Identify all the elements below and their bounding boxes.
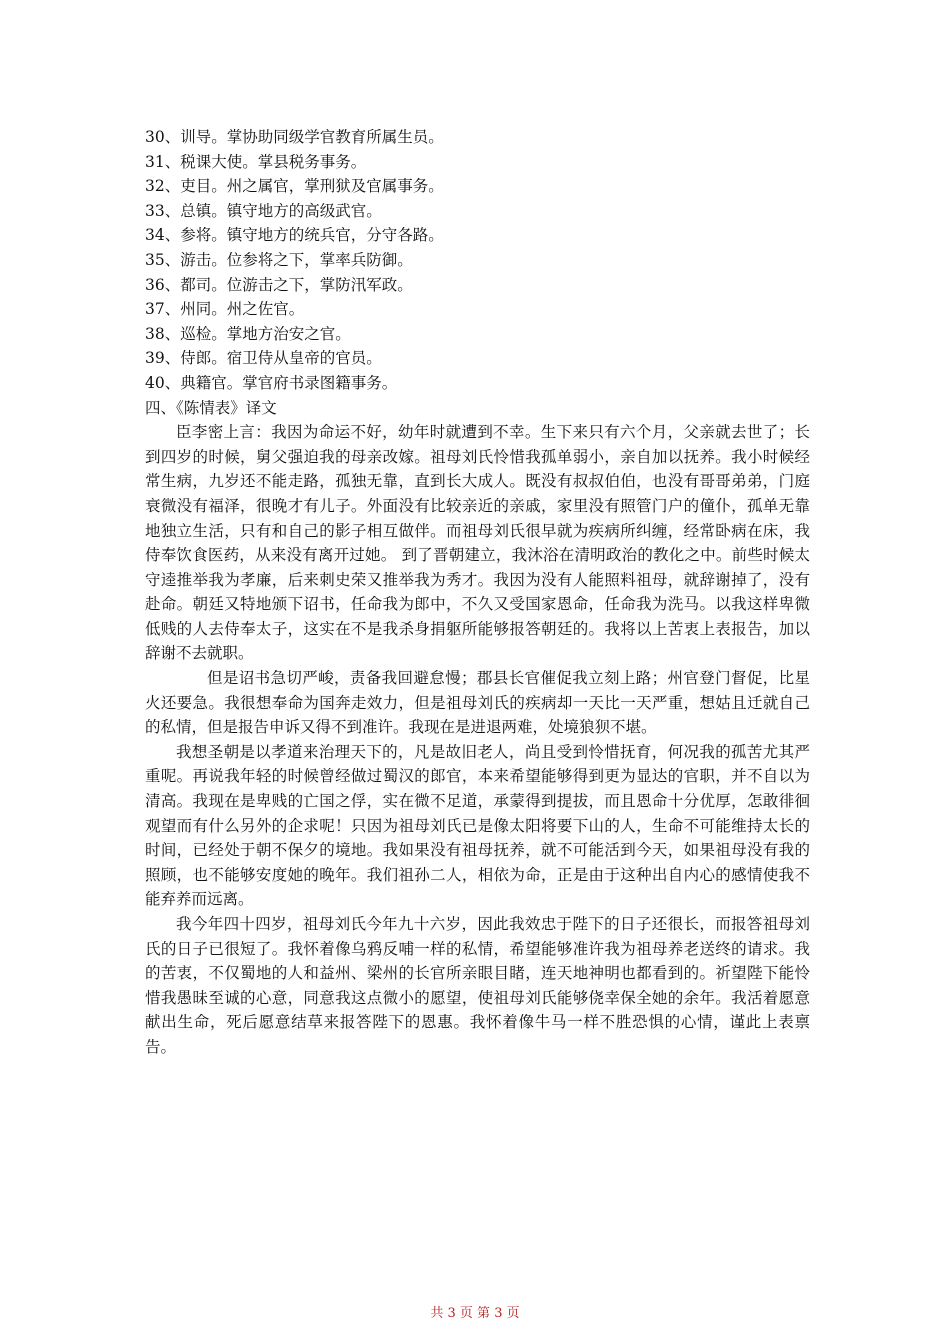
page-footer: 共 3 页 第 3 页 — [430, 1306, 520, 1321]
paragraph: 我今年四十四岁，祖母刘氏今年九十六岁，因此我效忠于陛下的日子还很长，而报答祖母刘氏的日子已很短了。我怀着像乌鸦反哺一样的私情，希望能够准许我为祖母养老送终的请求。我的苦衷，不仅蜀地的人和益州、梁州的长官所亲眼目睹，连天地神明也都看到的。祈望陛下能怜惜我愚昧至诚的心意，同意我这点微小的愿望，使祖母刘氏能够侥幸保全她的余年。我活着愿意献出生命，死后愿意结草来报答陛下的恩惠。我怀着像牛马一样不胜恐惧的心情，谨此上表禀告。 — [145, 915, 810, 1056]
list-item: 30、训导。掌协助同级学官教育所属生员。 — [145, 128, 444, 146]
list-item: 38、巡检。掌地方治安之官。 — [145, 324, 351, 343]
list-item: 33、总镇。镇守地方的高级武官。 — [145, 201, 382, 220]
list-item: 34、参将。镇守地方的统兵官，分守各路。 — [145, 226, 444, 245]
paragraph: 但是诏书急切严峻，责备我回避怠慢；郡县长官催促我立刻上路；州官登门督促，比星火还要急。我很想奉命为国奔走效力，但是祖母刘氏的疾病却一天比一天严重，想姑且迁就自己的私情，但是报告申诉又得不到准许。我现在是进退两难，处境狼狈不堪。 — [145, 669, 810, 737]
document-body — [145, 125, 810, 1060]
list-item: 35、游击。位参将之下，掌率兵防御。 — [145, 250, 413, 269]
list-item: 31、税课大使。掌县税务事务。 — [145, 152, 367, 171]
list-item: 39、侍郎。宿卫侍从皇帝的官员。 — [145, 349, 382, 368]
list-item: 37、州同。州之佐官。 — [145, 300, 305, 319]
paragraph: 臣李密上言：我因为命运不好，幼年时就遭到不幸。生下来只有六个月，父亲就去世了；长到四岁的时候，舅父强迫我的母亲改嫁。祖母刘氏怜惜我孤单弱小，亲自加以抚养。我小时候经常生病，九岁还不能走路，孤独无靠，直到长大成人。既没有叔叔伯伯，也没有哥哥弟弟，门庭衰微没有福泽，很晚才有儿子。外面没有比较亲近的亲戚，家里没有照管门户的僮仆，孤单无靠地独立生活，只有和自己的影子相互做伴。而祖母刘氏很早就为疾病所纠缠，经常卧病在床，我侍奉饮食医药，从来没有离开过她。 到了晋朝建立，我沐浴在清明政治的教化之中。前些时候太守逵推举我为孝廉，后来刺史荣又推举我为秀才。我因为没有人能照料祖母，就辞谢掉了，没有赴命。朝廷又特地颁下诏书，任命我为郎中，不久又受国家恩命，任命我为洗马。以我这样卑微低贱的人去侍奉太子，这实在不是我杀身捐躯所能够报答朝廷的。我将以上苦衷上表报告，加以辞谢不去就职。 — [145, 423, 810, 663]
list-item: 36、都司。位游击之下，掌防汛军政。 — [145, 275, 413, 294]
list-item: 32、吏目。州之属官，掌刑狱及官属事务。 — [145, 177, 444, 196]
paragraph: 我想圣朝是以孝道来治理天下的，凡是故旧老人，尚且受到怜惜抚育，何况我的孤苦尤其严重呢。再说我年轻的时候曾经做过蜀汉的郎官，本来希望能够得到更为显达的官职，并不自以为清高。我现在是卑贱的亡国之俘，实在微不足道，承蒙得到提拔，而且恩命十分优厚，怎敢徘徊观望而有什么另外的企求呢！只因为祖母刘氏已是像太阳将要下山的人，生命不可能维持太长的时间，已经处于朝不保夕的境地。我如果没有祖母抚养，就不可能活到今天，如果祖母没有我的照顾，也不能够安度她的晚年。我们祖孙二人，相依为命，正是由于这种出自内心的感情使我不能弃养而远离。 — [145, 742, 810, 909]
list-item: 40、典籍官。掌官府书录图籍事务。 — [145, 373, 398, 392]
section-heading: 四、《陈情表》译文 — [145, 398, 277, 417]
